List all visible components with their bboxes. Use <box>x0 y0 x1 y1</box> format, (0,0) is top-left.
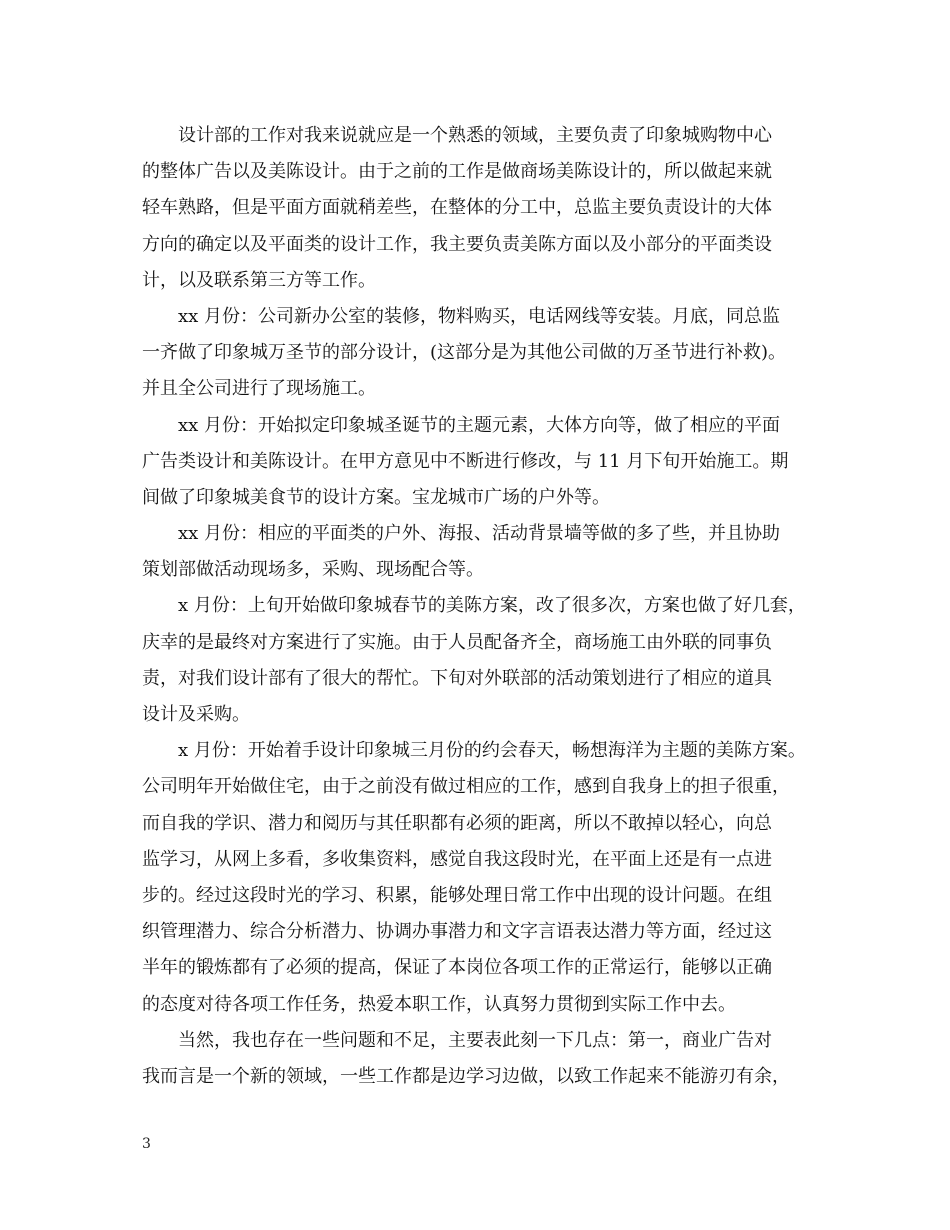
text-line: 策划部做活动现场多，采购、现场配合等。 <box>142 559 484 581</box>
text-line: 半年的锻炼都有了必须的提高，保证了本岗位各项工作的正常运行，能够以正确 <box>142 957 772 979</box>
text-line: 庆幸的是最终对方案进行了实施。由于人员配备齐全，商场施工由外联的同事负 <box>142 631 772 653</box>
text-line: 的态度对待各项工作任务，热爱本职工作，认真努力贯彻到实际工作中去。 <box>142 993 736 1015</box>
text-line: 织管理潜力、综合分析潜力、协调办事潜力和文字言语表达潜力等方面，经过这 <box>142 921 772 943</box>
text-line: 轻车熟路，但是平面方面就稍差些，在整体的分工中，总监主要负责设计的大体 <box>142 197 772 219</box>
text-line: 设计部的工作对我来说就应是一个熟悉的领域，主要负责了印象城购物中心 <box>142 125 772 146</box>
body-text <box>142 118 822 1095</box>
text-line: 设计及采购。 <box>142 704 250 725</box>
text-line: xx 月份：相应的平面类的户外、海报、活动背景墙等做的多了些，并且协助 <box>142 523 781 545</box>
text-line: 并且全公司进行了现场施工。 <box>142 378 376 400</box>
text-line: 而自我的学识、潜力和阅历与其任职都有必须的距离，所以不敢掉以轻心，向总 <box>142 812 772 834</box>
text-line: 当然，我也存在一些问题和不足，主要表此刻一下几点：第一，商业广告对 <box>142 1029 772 1051</box>
text-line: xx 月份：开始拟定印象城圣诞节的主题元素，大体方向等，做了相应的平面 <box>142 414 781 436</box>
text-line: x 月份：上旬开始做印象城春节的美陈方案，改了很多次，方案也做了好几套， <box>142 595 806 617</box>
text-line: 间做了印象城美食节的设计方案。宝龙城市广场的户外等。 <box>142 486 610 508</box>
text-line: 一齐做了印象城万圣节的部分设计，(这部分是为其他公司做的万圣节进行补救)。 <box>142 342 787 364</box>
text-line: 广告类设计和美陈设计。在甲方意见中不断进行修改，与 11 月下旬开始施工。期 <box>142 450 789 472</box>
text-line: 我而言是一个新的领域，一些工作都是边学习边做，以致工作起来不能游刃有余， <box>142 1065 790 1087</box>
text-line: 公司明年开始做住宅，由于之前没有做过相应的工作，感到自我身上的担子很重， <box>142 776 790 798</box>
text-line: 计，以及联系第三方等工作。 <box>142 269 376 291</box>
text-line: x 月份：开始着手设计印象城三月份的约会春天，畅想海洋为主题的美陈方案。 <box>142 740 806 762</box>
text-line: 步的。经过这段时光的学习、积累，能够处理日常工作中出现的设计问题。在组 <box>142 884 772 906</box>
text-line: 责，对我们设计部有了很大的帮忙。下旬对外联部的活动策划进行了相应的道具 <box>142 667 772 689</box>
page-number: 3 <box>142 1136 151 1152</box>
text-line: 的整体广告以及美陈设计。由于之前的工作是做商场美陈设计的，所以做起来就 <box>142 161 772 183</box>
text-line: 方向的确定以及平面类的设计工作，我主要负责美陈方面以及小部分的平面类设 <box>142 233 772 255</box>
text-line: xx 月份：公司新办公室的装修，物料购买，电话网线等安装。月底，同总监 <box>142 305 781 327</box>
text-line: 监学习，从网上多看，多收集资料，感觉自我这段时光，在平面上还是有一点进 <box>142 848 772 870</box>
